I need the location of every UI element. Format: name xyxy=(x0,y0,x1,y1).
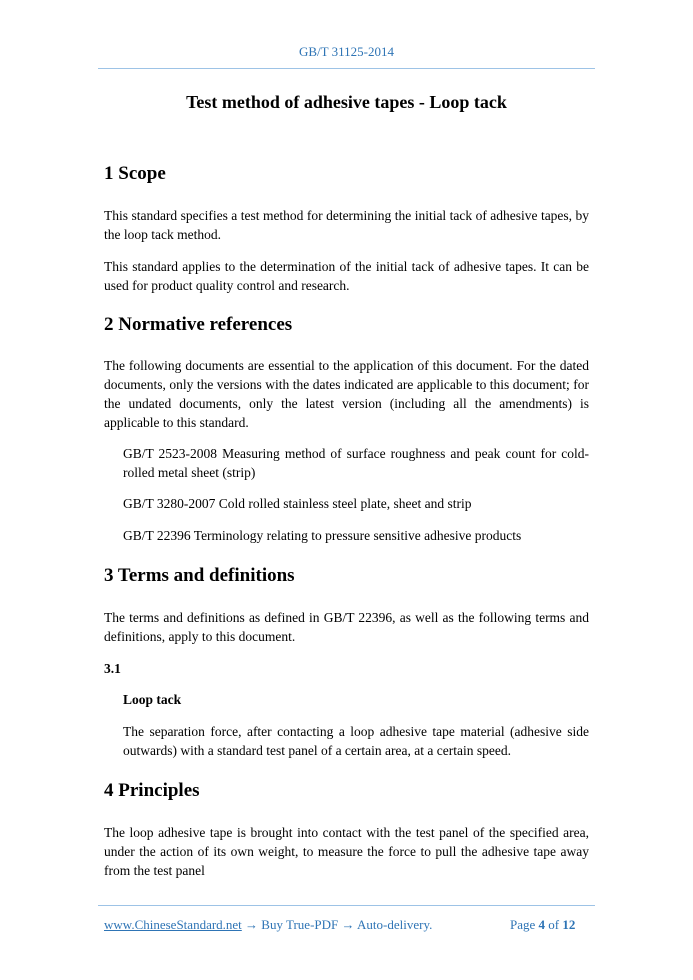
normative-paragraph-1: The following documents are essential to the application of this document. For the dated documents, only the versions with the dates indicated are applicable to this document; for the undated documents, only the latest version (including all the amendments) is applicable to this standard. xyxy=(104,358,589,430)
header-rule xyxy=(98,68,595,69)
page-header: GB/T 31125-2014 xyxy=(299,44,394,59)
page-current: 4 xyxy=(538,917,546,932)
term-name: Loop tack xyxy=(123,692,182,707)
footer-rule xyxy=(98,905,595,906)
document-title: Test method of adhesive tapes - Loop tack xyxy=(186,92,507,112)
section-heading-principles: 4 Principles xyxy=(104,780,200,801)
scope-paragraph-1: This standard specifies a test method for determining the initial tack of adhesive tapes, by the loop tack method. xyxy=(104,208,589,242)
site-link[interactable]: www.ChineseStandard.net xyxy=(104,917,242,932)
term-definition: The separation force, after contacting a loop adhesive tape material (adhesive side outwards) with a standard test panel of a certain area, at a certain speed. xyxy=(123,724,589,758)
terms-paragraph-1: The terms and definitions as defined in GB/T 22396, as well as the following terms and definitions, apply to this document. xyxy=(104,610,589,644)
arrow-right-icon: → xyxy=(341,917,355,932)
section-heading-scope: 1 Scope xyxy=(104,163,166,184)
page-of: of xyxy=(548,917,560,932)
scope-paragraph-2: This standard applies to the determination of the initial tack of adhesive tapes. It can be used for product quality control and research. xyxy=(104,259,589,293)
footer-promo xyxy=(104,917,432,933)
normative-reference-item: GB/T 3280-2007 Cold rolled stainless steel plate, sheet and strip xyxy=(123,496,472,511)
page-total: 12 xyxy=(562,917,576,932)
normative-reference-item: GB/T 2523-2008 Measuring method of surface roughness and peak count for cold-rolled metal sheet (strip) xyxy=(123,446,589,480)
arrow-right-icon: → xyxy=(245,917,259,932)
buy-true-pdf-link[interactable]: Buy True-PDF xyxy=(261,917,339,932)
term-number: 3.1 xyxy=(104,661,121,676)
auto-delivery-text: Auto-delivery. xyxy=(357,917,433,932)
normative-reference-item: GB/T 22396 Terminology relating to pressure sensitive adhesive products xyxy=(123,528,522,543)
section-heading-terms-definitions: 3 Terms and definitions xyxy=(104,565,295,586)
page-number xyxy=(510,917,575,933)
page-label: Page xyxy=(510,917,536,932)
principles-paragraph-1: The loop adhesive tape is brought into contact with the test panel of the specified area, under the action of its own weight, to measure the force to pull the adhesive tape away from the test panel xyxy=(104,825,589,878)
section-heading-normative-references: 2 Normative references xyxy=(104,314,293,335)
